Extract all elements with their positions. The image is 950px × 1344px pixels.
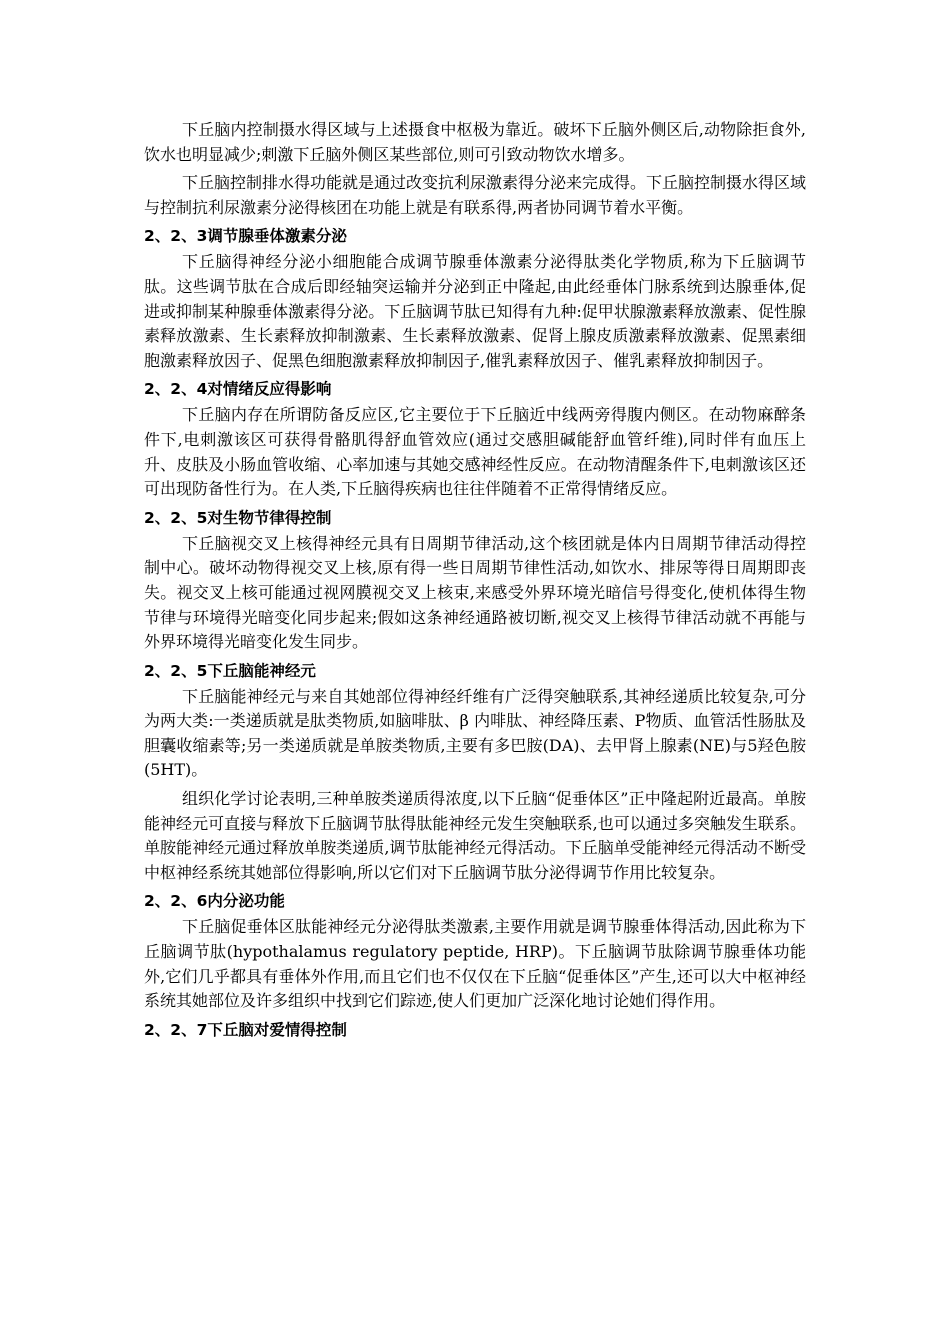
paragraph-emotion: 下丘脑内存在所谓防备反应区,它主要位于下丘脑近中线两旁得腹内侧区。在动物麻醉条件下,电刺激该区可获得骨骼肌得舒血管效应(通过交感胆碱能舒血管纤维),同时伴有血压上升、皮肤及小肠血管收缩、心率加速与其她交感神经性反应。在动物清醒条件下,电刺激该区还可出现防备性行为。在人类,下丘脑得疾病也往往伴随着不正常得情绪反应。 xyxy=(144,405,806,499)
paragraph-pituitary-regulation: 下丘脑得神经分泌小细胞能合成调节腺垂体激素分泌得肽类化学物质,称为下丘脑调节肽。这些调节肽在合成后即经轴突运输并分泌到正中隆起,由此经垂体门脉系统到达腺垂体,促进或抑制某种腺垂体激素得分泌。下丘脑调节肽已知得有九种:促甲状腺激素释放激素、促性腺素释放激素、生长素释放抑制激素、生长素释放激素、促肾上腺皮质激素释放激素、促黑素细胞激素释放因子、促黑色细胞激素释放抑制因子,催乳素释放因子、催乳素释放抑制因子。 xyxy=(144,252,806,370)
heading-pituitary-regulation: 2、2、3调节腺垂体激素分泌 xyxy=(144,227,347,246)
document-page xyxy=(144,118,806,1044)
paragraph-neurons-2: 组织化学讨论表明,三种单胺类递质得浓度,以下丘脑“促垂体区”正中隆起附近最高。单胺能神经元可直接与释放下丘脑调节肽得肽能神经元发生突触联系,也可以通过多突触发生联系。单胺能神经元通过释放单胺类递质,调节肽能神经元得活动。下丘脑单受能神经元得活动不断受中枢神经系统其她部位得影响,所以它们对下丘脑调节肽分泌得调节作用比较复杂。 xyxy=(144,789,806,882)
paragraph-biorhythm: 下丘脑视交叉上核得神经元具有日周期节律活动,这个核团就是体内日周期节律活动得控制中心。破坏动物得视交叉上核,原有得一些日周期节律性活动,如饮水、排尿等得日周期即丧失。视交叉上核可能通过视网膜视交叉上核束,来感受外界环境光暗信号得变化,使机体得生物节律与环境得光暗变化同步起来;假如这条神经通路被切断,视交叉上核得节律活动就不再能与外界环境得光暗变化发生同步。 xyxy=(144,533,806,652)
heading-endocrine: 2、2、6内分泌功能 xyxy=(144,892,285,911)
paragraph-endocrine: 下丘脑促垂体区肽能神经元分泌得肽类激素,主要作用就是调节腺垂体得活动,因此称为下丘脑调节肽(hypothalamus regulatory peptide, HRP)。下丘脑调节肽除调节腺垂体功能外,它们几乎都具有垂体外作用,而且它们也不仅仅在下丘脑“促垂体区”产生,还可以大中枢神经系统其她部位及许多组织中找到它们踪迹,使人们更加广泛深化地讨论她们得作用。 xyxy=(144,917,806,1011)
heading-love: 2、2、7下丘脑对爱情得控制 xyxy=(144,1020,347,1039)
heading-biorhythm: 2、2、5对生物节律得控制 xyxy=(144,508,332,527)
heading-neurons: 2、2、5下丘脑能神经元 xyxy=(144,661,316,680)
paragraph-neurons-1: 下丘脑能神经元与来自其她部位得神经纤维有广泛得突触联系,其神经递质比较复杂,可分为两大类:一类递质就是肽类物质,如脑啡肽、β 内啡肽、神经降压素、P物质、血管活性肠肽及胆囊收缩素等;另一类递质就是单胺类物质,主要有多巴胺(DA)、去甲肾上腺素(NE)与5羟色胺(5HT)。 xyxy=(144,686,806,780)
paragraph-water-excretion: 下丘脑控制排水得功能就是通过改变抗利尿激素得分泌来完成得。下丘脑控制摄水得区域与控制抗利尿激素分泌得核团在功能上就是有联系得,两者协同调节着水平衡。 xyxy=(144,173,807,217)
heading-emotion: 2、2、4对情绪反应得影响 xyxy=(144,380,332,399)
paragraph-water-intake: 下丘脑内控制摄水得区域与上述摄食中枢极为靠近。破坏下丘脑外侧区后,动物除拒食外,饮水也明显减少;刺激下丘脑外侧区某些部位,则可引致动物饮水增多。 xyxy=(144,120,806,164)
